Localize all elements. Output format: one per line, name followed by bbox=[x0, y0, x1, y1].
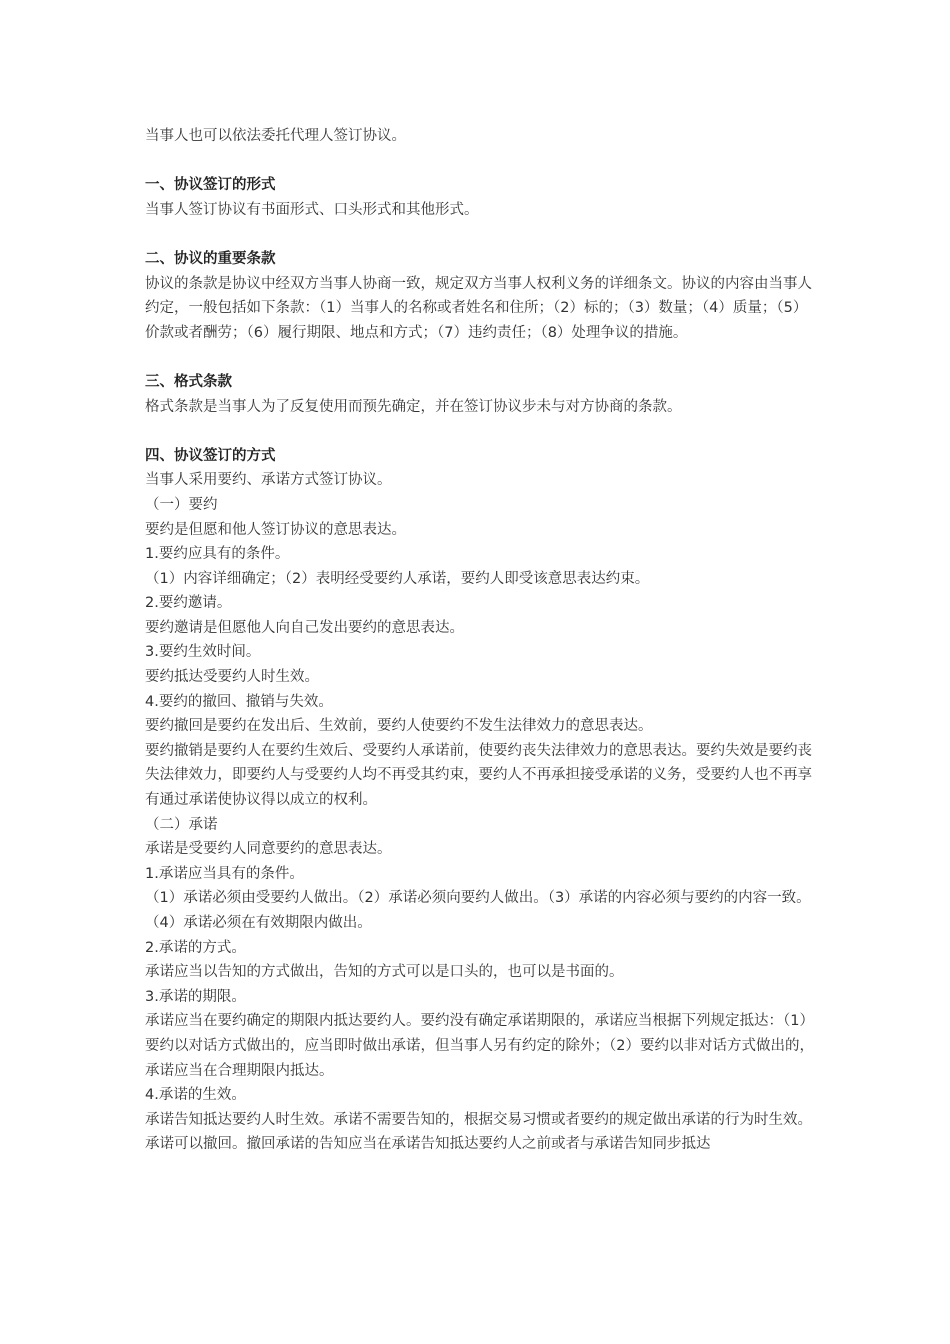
section-heading-methods: 四、协议签订的方式 bbox=[145, 447, 276, 464]
paragraph: 当事人采用要约、承诺方式签订协议。 bbox=[145, 472, 392, 489]
paragraph: 要约撤回是要约在发出后、生效前，要约人使要约不发生法律效力的意思表达。 bbox=[145, 718, 653, 735]
paragraph: 承诺告知抵达要约人时生效。承诺不需要告知的，根据交易习惯或者要约的规定做出承诺的行为时生效。 bbox=[145, 1111, 812, 1128]
list-item: 4.要约的撤回、撤销与失效。 bbox=[145, 693, 333, 710]
paragraph: （1）承诺必须由受要约人做出。（2）承诺必须向要约人做出。（3）承诺的内容必须与要约的内容一致。（4）承诺必须在有效期限内做出。 bbox=[145, 890, 811, 931]
document-body bbox=[145, 124, 817, 1157]
paragraph: 承诺应当在要约确定的期限内抵达要约人。要约没有确定承诺期限的，承诺应当根据下列规定抵达：（1）要约以对话方式做出的，应当即时做出承诺，但当事人另有约定的除外；（2）要约以非对话方式做出的，承诺应当在合理期限内抵达。 bbox=[145, 1013, 814, 1079]
list-item: 1.承诺应当具有的条件。 bbox=[145, 865, 304, 882]
list-item: 2.要约邀请。 bbox=[145, 595, 232, 612]
list-item: 1.要约应具有的条件。 bbox=[145, 546, 290, 563]
subheading-acceptance: （二）承诺 bbox=[145, 816, 218, 833]
section-gap bbox=[145, 149, 817, 174]
paragraph: 要约抵达受要约人时生效。 bbox=[145, 669, 319, 686]
list-item: 4.承诺的生效。 bbox=[145, 1087, 246, 1104]
paragraph: 承诺是受要约人同意要约的意思表达。 bbox=[145, 841, 392, 858]
paragraph: 当事人签订协议有书面形式、口头形式和其他形式。 bbox=[145, 201, 479, 218]
section-heading-standard-terms: 三、格式条款 bbox=[145, 373, 232, 390]
paragraph: （1）内容详细确定；（2）表明经受要约人承诺，要约人即受该意思表达约束。 bbox=[145, 570, 650, 587]
paragraph: 要约撤销是要约人在要约生效后、受要约人承诺前，使要约丧失法律效力的意思表达。要约失效是要约丧失法律效力，即要约人与受要约人均不再受其约束，要约人不再承担接受承诺的义务，受要约人也不再享有通过承诺使协议得以成立的权利。 bbox=[145, 742, 812, 809]
paragraph: 承诺可以撤回。撤回承诺的告知应当在承诺告知抵达要约人之前或者与承诺告知同步抵达 bbox=[145, 1136, 711, 1153]
paragraph: 承诺应当以告知的方式做出，告知的方式可以是口头的，也可以是书面的。 bbox=[145, 964, 624, 981]
paragraph: 要约邀请是但愿他人向自己发出要约的意思表达。 bbox=[145, 619, 464, 636]
section-gap bbox=[145, 222, 817, 247]
section-gap bbox=[145, 419, 817, 444]
intro-paragraph: 当事人也可以依法委托代理人签订协议。 bbox=[145, 128, 406, 144]
section-heading-clauses: 二、协议的重要条款 bbox=[145, 250, 276, 267]
section-gap bbox=[145, 345, 817, 370]
paragraph: 协议的条款是协议中经双方当事人协商一致，规定双方当事人权利义务的详细条文。协议的内容由当事人约定，一般包括如下条款：（1）当事人的名称或者姓名和住所；（2）标的；（3）数量；（4）质量；（5）价款或者酬劳；（6）履行期限、地点和方式；（7）违约责任；（8）处理争议的措施。 bbox=[145, 275, 812, 341]
paragraph: 格式条款是当事人为了反复使用而预先确定，并在签订协议步未与对方协商的条款。 bbox=[145, 398, 682, 415]
paragraph: 要约是但愿和他人签订协议的意思表达。 bbox=[145, 521, 406, 538]
list-item: 2.承诺的方式。 bbox=[145, 939, 246, 956]
list-item: 3.要约生效时间。 bbox=[145, 644, 261, 661]
subheading-offer: （一）要约 bbox=[145, 496, 218, 513]
list-item: 3.承诺的期限。 bbox=[145, 988, 246, 1005]
section-heading-form: 一、协议签订的形式 bbox=[145, 177, 276, 194]
